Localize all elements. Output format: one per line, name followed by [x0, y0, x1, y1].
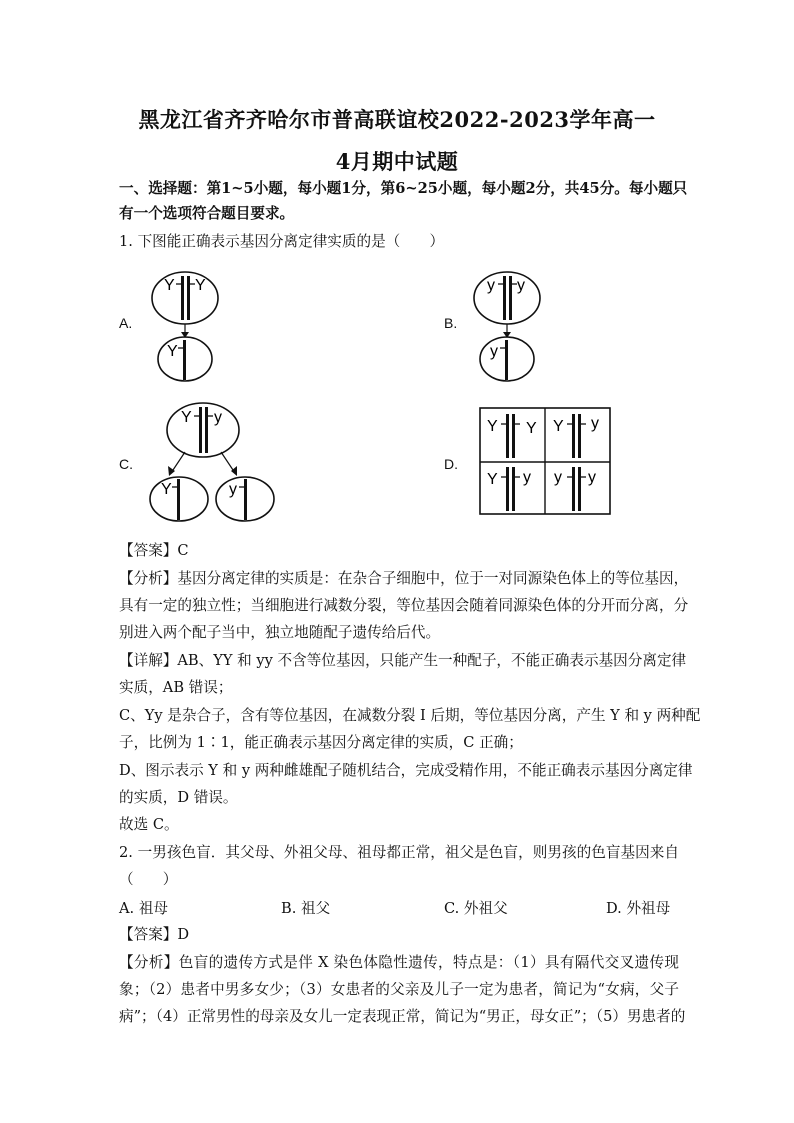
chromosome — [572, 467, 575, 511]
allele-label: y — [554, 469, 562, 486]
allele-label: Y — [161, 481, 172, 498]
q2-choice-d: D. 外祖母 — [606, 900, 671, 917]
q2-choice-c: C. 外祖父 — [444, 900, 508, 917]
paper-title-line2: 4月期中试题 — [335, 149, 459, 174]
chromosome — [506, 467, 509, 511]
q1-option-b-diagram — [467, 270, 547, 390]
q1-option-a-diagram — [145, 270, 225, 390]
chromosome — [199, 407, 202, 453]
allele-label: Y — [167, 343, 178, 360]
q1-detail-line: D、图示表示 Y 和 y 两种雌雄配子随机结合，完成受精作用，不能正确表示基因分离定律 — [119, 762, 693, 779]
allele-label: Y — [181, 409, 192, 426]
chromosome — [205, 407, 208, 453]
chromosome — [244, 479, 247, 520]
parent-cell-outline — [152, 272, 218, 324]
q1-detail-line: 故选 C。 — [119, 816, 179, 833]
q1-detail-line: 【详解】AB、YY 和 yy 不含等位基因，只能产生一种配子，不能正确表示基因分离定律 — [119, 652, 687, 669]
q1-detail-line: 实质，AB 错误； — [119, 679, 233, 696]
q2-answer: 【答案】D — [119, 926, 190, 943]
q2-stem-line1: 2. 一男孩色盲．其父母、外祖父母、祖母都正常，祖父是色盲，则男孩的色盲基因来自 — [119, 844, 679, 861]
q2-analysis-line: 【分析】色盲的遗传方式是伴 X 染色体隐性遗传，特点是：（1）具有隔代交叉遗传现 — [119, 954, 679, 971]
chromosome — [512, 467, 515, 511]
chromosome — [503, 276, 506, 320]
q1-option-d-grid — [478, 406, 614, 518]
allele-label: y — [229, 481, 237, 498]
allele-label: Y — [487, 471, 498, 488]
q1-option-a-label: A. — [119, 315, 133, 331]
allele-label: y — [588, 469, 596, 486]
parent-cell-outline — [474, 272, 540, 324]
allele-label: Y — [195, 277, 206, 294]
q2-analysis-line: 病”；（4）正常男性的母亲及女儿一定表现正常，简记为“男正，母女正”；（5）男患者的 — [119, 1008, 686, 1025]
q2-analysis-line: 象；（2）患者中男多女少；（3）女患者的父亲及儿子一定为患者，简记为“女病，父子 — [119, 981, 679, 998]
chromosome — [505, 340, 508, 380]
q1-detail-line: 子，比例为 1∶1，能正确表示基因分离定律的实质，C 正确； — [119, 734, 523, 751]
q2-choice-a: A. 祖母 — [119, 900, 169, 917]
chromosome — [187, 276, 190, 320]
allele-label: y — [517, 277, 525, 294]
q1-answer: 【答案】C — [119, 542, 189, 559]
q1-detail-line: 的实质，D 错误。 — [119, 789, 238, 806]
paper-title-line1: 黑龙江省齐齐哈尔市普高联谊校2022-2023学年高一 — [138, 107, 656, 132]
chromosome — [578, 467, 581, 511]
q1-detail-line: C、Yy 是杂合子，含有等位基因，在减数分裂 I 后期，等位基因分离，产生 Y 和 y 两种配 — [119, 707, 701, 724]
chromosome — [183, 340, 186, 380]
q1-option-c-label: C. — [119, 456, 133, 472]
q1-stem: 1. 下图能正确表示基因分离定律实质的是（ ） — [119, 233, 445, 250]
chromosome — [181, 276, 184, 320]
q1-analysis-line: 【分析】基因分离定律的实质是：在杂合子细胞中，位于一对同源染色体上的等位基因， — [119, 570, 689, 587]
section-instruction-line2: 有一个选项符合题目要求。 — [119, 205, 295, 222]
chromosome — [512, 414, 515, 458]
chromosome — [506, 414, 509, 458]
q1-analysis-line: 别进入两个配子当中，独立地随配子遗传给后代。 — [119, 624, 441, 641]
allele-label: y — [214, 409, 222, 426]
chromosome — [572, 414, 575, 458]
q2-choice-b: B. 祖父 — [281, 900, 331, 917]
allele-label: y — [490, 343, 498, 360]
chromosome — [177, 479, 180, 520]
parent-cell-outline — [167, 403, 239, 457]
allele-label: Y — [553, 418, 564, 435]
q2-stem-line2: （ ） — [119, 871, 178, 888]
chromosome — [509, 276, 512, 320]
allele-label: Y — [164, 277, 175, 294]
allele-label: y — [523, 469, 531, 486]
q1-option-b-label: B. — [444, 315, 458, 331]
q1-analysis-line: 具有一定的独立性；当细胞进行减数分裂，等位基因会随着同源染色体的分开而分离，分 — [119, 597, 689, 614]
allele-label: Y — [526, 420, 537, 437]
allele-label: y — [591, 415, 599, 432]
allele-label: y — [487, 277, 495, 294]
chromosome — [578, 414, 581, 458]
q1-option-c-diagram — [145, 400, 280, 525]
allele-label: Y — [487, 418, 498, 435]
q1-option-d-label: D. — [444, 456, 458, 472]
section-instruction-line1: 一、选择题：第1~5小题，每小题1分，第6~25小题，每小题2分，共45分。每小题只 — [119, 180, 688, 197]
